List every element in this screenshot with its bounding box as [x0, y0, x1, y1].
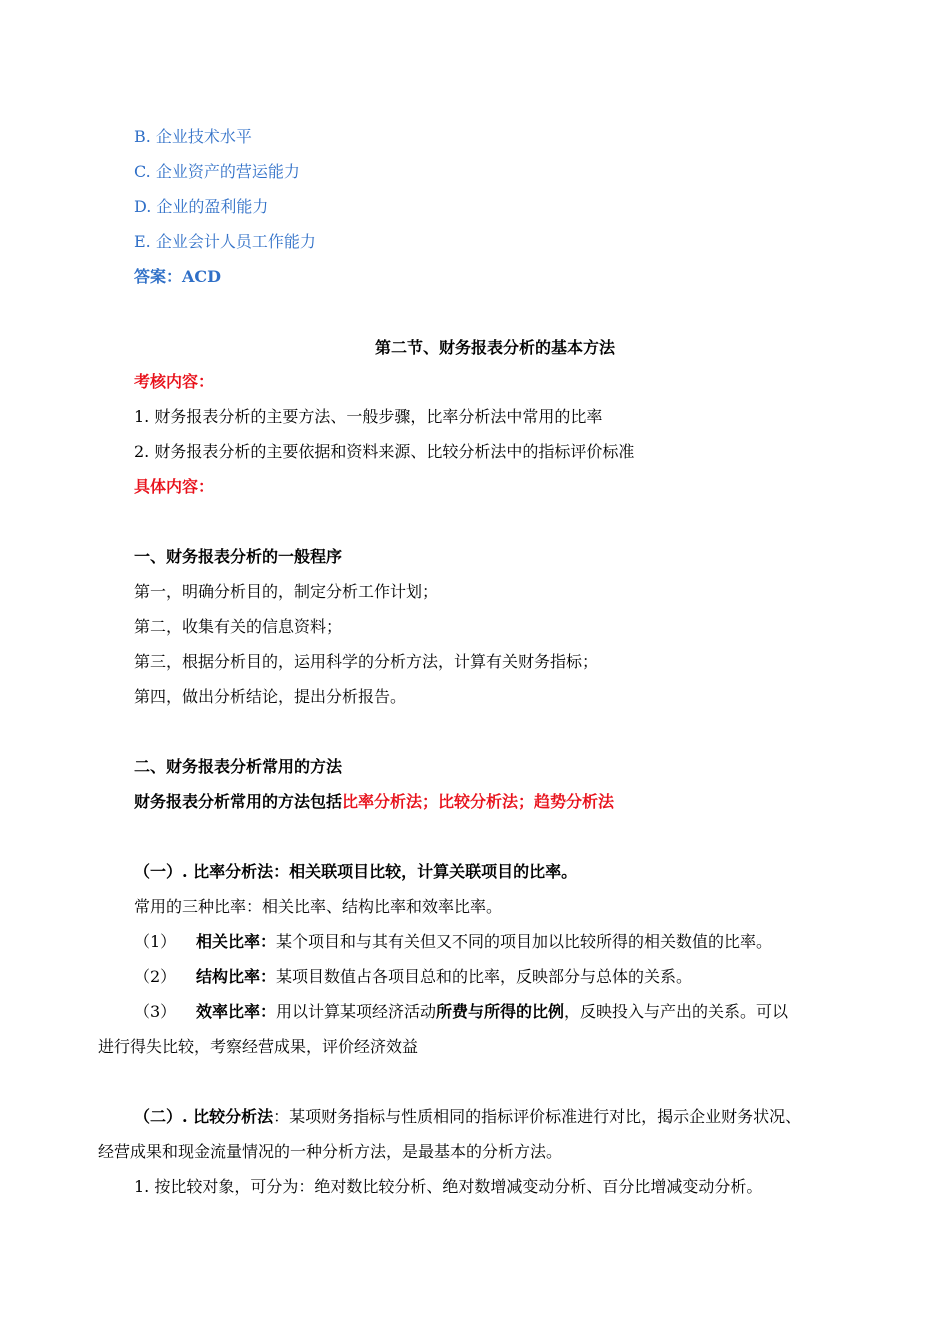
ratio-item-3-term: 效率比率：: [196, 1002, 277, 1021]
option-d: D. 企业的盈利能力: [134, 197, 269, 216]
ratio-three: 常用的三种比率：相关比率、结构比率和效率比率。: [134, 897, 503, 916]
answer: 答案：ACD: [134, 267, 222, 286]
ratio-item-2: [134, 966, 692, 988]
part1-step-3: 第三，根据分析目的，运用科学的分析方法，计算有关财务指标；: [134, 652, 599, 671]
ratio-item-1: [134, 931, 772, 953]
option-c: C. 企业资产的营运能力: [134, 162, 300, 181]
exam-heading: 考核内容：: [134, 372, 215, 391]
part1-step-2: 第二，收集有关的信息资料；: [134, 617, 343, 636]
option-b: B. 企业技术水平: [134, 127, 252, 146]
part2-intro: [134, 791, 614, 813]
compare-heading: （二）. 比较分析法: [134, 1107, 274, 1126]
part2-intro-prefix: 财务报表分析常用的方法包括: [134, 792, 343, 811]
part2-intro-methods: 比率分析法；比较分析法；趋势分析法: [342, 792, 615, 811]
section-title: 第二节、财务报表分析的基本方法: [374, 338, 615, 357]
ratio-item-2-text: 某项目数值占各项目总和的比率，反映部分与总体的关系。: [276, 967, 693, 986]
ratio-heading: （一）. 比率分析法：相关联项目比较，计算关联项目的比率。: [134, 862, 578, 881]
ratio-item-3-text-b: ，反映投入与产出的关系。可以: [564, 1002, 789, 1021]
ratio-item-3-text-bold: 所费与所得的比例: [436, 1002, 565, 1021]
compare-line-1: [134, 1106, 801, 1128]
ratio-item-3-text-a: 用以计算某项经济活动: [276, 1002, 437, 1021]
ratio-item-2-num: （2）: [134, 967, 177, 986]
ratio-item-1-num: （1）: [134, 932, 177, 951]
ratio-item-1-term: 相关比率：: [196, 932, 277, 951]
detail-heading: 具体内容：: [134, 477, 215, 496]
exam-item-2: 2. 财务报表分析的主要依据和资料来源、比较分析法中的指标评价标准: [134, 442, 635, 461]
option-e: E. 企业会计人员工作能力: [134, 232, 316, 251]
ratio-item-1-text: 某个项目和与其有关但又不同的项目加以比较所得的相关数值的比率。: [276, 932, 773, 951]
part1-step-1: 第一，明确分析目的，制定分析工作计划；: [134, 582, 439, 601]
part1-step-4: 第四，做出分析结论，提出分析报告。: [134, 687, 407, 706]
ratio-item-3-cont: 进行得失比较，考察经营成果，评价经济效益: [98, 1037, 419, 1056]
ratio-item-3: [134, 1001, 788, 1023]
ratio-item-3-num: （3）: [134, 1002, 177, 1021]
compare-line-2: 经营成果和现金流量情况的一种分析方法，是最基本的分析方法。: [98, 1142, 563, 1161]
compare-item-1: 1. 按比较对象，可分为：绝对数比较分析、绝对数增减变动分析、百分比增减变动分析。: [134, 1177, 763, 1196]
ratio-item-2-term: 结构比率：: [196, 967, 277, 986]
exam-item-1: 1. 财务报表分析的主要方法、一般步骤，比率分析法中常用的比率: [134, 407, 603, 426]
part2-heading: 二、财务报表分析常用的方法: [134, 757, 343, 776]
compare-text-a: ：某项财务指标与性质相同的指标评价标准进行对比，揭示企业财务状况、: [273, 1107, 802, 1126]
part1-heading: 一、财务报表分析的一般程序: [134, 547, 343, 566]
